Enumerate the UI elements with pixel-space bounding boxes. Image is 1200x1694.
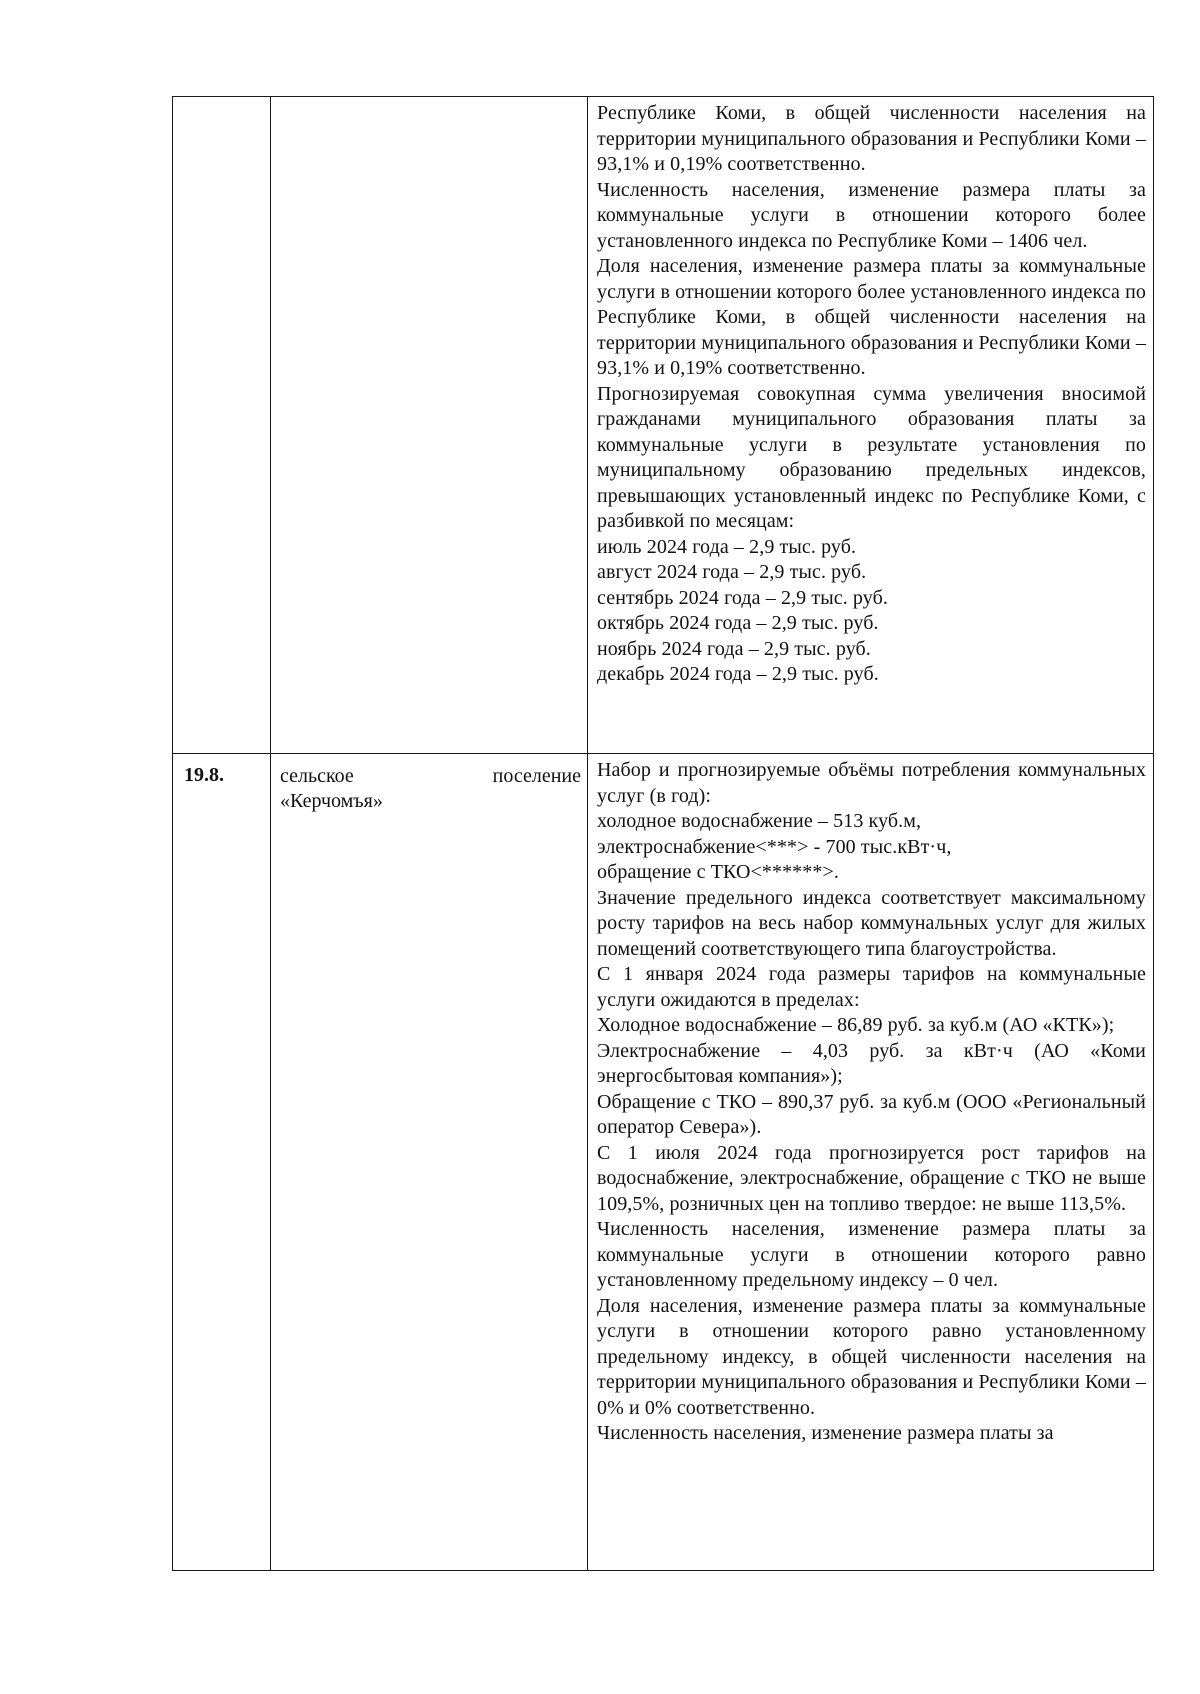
table-row [173,97,1154,754]
month-amount: октябрь 2024 года – 2,9 тыс. руб. [597,612,879,634]
paragraph: Республике Коми, в общей численности населения на территории муниципального образования и Республики Коми – 93,1% и 0,19% соответственно. [597,102,1146,175]
paragraph: Набор и прогнозируемые объёмы потребления коммунальных услуг (в год): [597,759,1146,807]
municipality-name-cell [271,97,588,754]
month-amount: ноябрь 2024 года – 2,9 тыс. руб. [597,637,871,660]
paragraph: Значение предельного индекса соответствует максимальному росту тарифов на весь набор коммунальных услуг для жилых помещений соответствующего типа благоустройства. [597,886,1146,960]
paragraph: Численность населения, изменение размера платы за коммунальные услуги в отношении которого более установленного индекса по Республике Коми – 1406 чел. [597,178,1146,252]
municipality-name: «Керчомъя» [280,790,383,812]
paragraph: С 1 июля 2024 года прогнозируется рост тарифов на водоснабжение, электроснабжение, обращение с ТКО не выше 109,5%, розничных цен на топливо твердое: не выше 113,5%. [597,1141,1146,1215]
service-volume: холодное водоснабжение – 513 куб.м, [597,810,922,832]
paragraph: Обращение с ТКО – 890,37 руб. за куб.м (ООО «Региональный оператор Севера»). [597,1090,1146,1138]
paragraph: Численность населения, изменение размера платы за [597,1422,1054,1444]
month-amount: декабрь 2024 года – 2,9 тыс. руб. [597,663,879,685]
municipality-type-word: поселение [492,765,581,787]
paragraph: Электроснабжение – 4,03 руб. за кВт·ч (АО «Коми энергосбытовая компания»); [597,1039,1146,1087]
service-volume: обращение с ТКО<******>. [597,861,839,883]
paragraph: С 1 января 2024 года размеры тарифов на коммунальные услуги ожидаются в пределах: [597,963,1146,1011]
row-number-cell: 19.8. [173,754,271,1571]
municipality-type-word: сельское [280,765,354,787]
month-amount: июль 2024 года – 2,9 тыс. руб. [597,535,857,558]
paragraph: Доля населения, изменение размера платы за коммунальные услуги в отношении которого более установленного индекса по Республике Коми, в общей численности населения на территории муниципального образования и Республики Коми – 93,1% и 0,19% соответственно. [597,255,1146,379]
municipality-type [280,764,581,789]
paragraph: Численность населения, изменение размера платы за коммунальные услуги в отношении которого равно установленному предельному индексу – 0 чел. [597,1218,1146,1291]
month-amount: август 2024 года – 2,9 тыс. руб. [597,561,867,583]
paragraph: Холодное водоснабжение – 86,89 руб. за куб.м (АО «КТК»); [597,1014,1115,1036]
table-row [173,754,1154,1571]
service-volume: электроснабжение<***> - 700 тыс.кВт·ч, [597,835,952,858]
month-amount: сентябрь 2024 года – 2,9 тыс. руб. [597,586,888,609]
paragraph: Доля населения, изменение размера платы за коммунальные услуги в отношении которого равно установленному предельному индексу, в общей численности населения на территории муниципального образования и Республики Коми – 0% и 0% соответственно. [597,1294,1146,1419]
municipality-name-cell [271,754,588,1571]
description-cell [588,754,1154,1571]
index-table [172,96,1154,1571]
paragraph: Прогнозируемая совокупная сумма увеличения вносимой гражданами муниципального образования платы за коммунальные услуги в результате установления по муниципальному образованию предельных индексов, превышающих установленный индекс по Республике Коми, с разбивкой по месяцам: [597,382,1146,532]
row-number-cell [173,97,271,754]
description-cell [588,97,1154,754]
